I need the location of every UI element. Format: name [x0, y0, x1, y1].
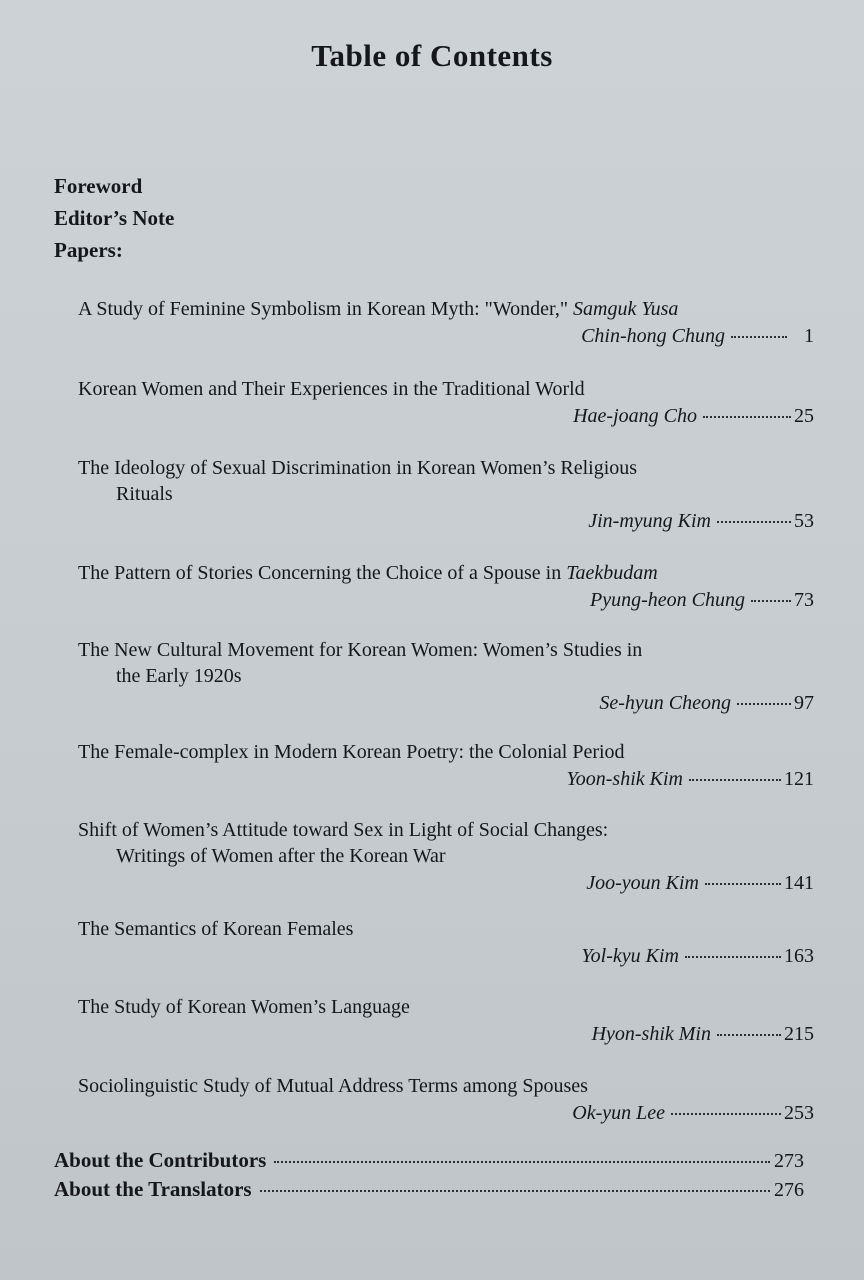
- entry-author-line: [78, 869, 814, 897]
- toc-entry: [78, 637, 814, 717]
- dot-leader: [274, 1161, 770, 1163]
- entry-title: A Study of Feminine Symbolism in Korean Myth: "Wonder," Samguk Yusa: [78, 298, 679, 320]
- entry-author-line: [78, 689, 814, 717]
- entry-page: 53: [794, 510, 814, 532]
- back-matter-translators: [54, 1177, 804, 1202]
- dot-leader: [703, 416, 791, 418]
- entry-page: 1: [804, 325, 814, 347]
- dot-leader: [717, 521, 791, 523]
- entry-page: 25: [794, 405, 814, 427]
- back-matter-label: About the Contributors: [54, 1148, 267, 1172]
- back-matter-contributors: [54, 1148, 804, 1173]
- entry-author: Joo-youn Kim: [586, 872, 699, 894]
- entry-title: The New Cultural Movement for Korean Women: Women’s Studies in the Early 1920s: [78, 639, 643, 687]
- entry-page: 97: [794, 692, 814, 714]
- entry-author: Hae-joang Cho: [573, 405, 697, 427]
- entry-title: The Pattern of Stories Concerning the Choice of a Spouse in Taekbudam: [78, 562, 658, 584]
- entry-page: 163: [784, 945, 814, 967]
- entry-page: 253: [784, 1102, 814, 1124]
- toc-entry: [78, 1073, 814, 1127]
- dot-leader: [685, 956, 781, 958]
- entry-author: Hyon-shik Min: [591, 1023, 711, 1045]
- entry-title: Korean Women and Their Experiences in the Traditional World: [78, 378, 585, 400]
- toc-entry: [78, 296, 814, 350]
- front-editors-note: Editor’s Note: [54, 206, 175, 230]
- front-papers-heading: Papers:: [54, 238, 123, 262]
- entry-author-line: [78, 402, 814, 430]
- toc-entry: [78, 817, 814, 897]
- dot-leader: [717, 1034, 781, 1036]
- entry-author: Se-hyun Cheong: [599, 692, 731, 714]
- entry-author-line: [78, 942, 814, 970]
- entry-title: Sociolinguistic Study of Mutual Address Terms among Spouses: [78, 1075, 588, 1097]
- entry-title: The Semantics of Korean Females: [78, 918, 354, 940]
- entry-page: 121: [784, 768, 814, 790]
- dot-leader: [731, 336, 787, 338]
- entry-author: Jin-myung Kim: [588, 510, 711, 532]
- toc-entry: [78, 560, 814, 614]
- entry-author: Yol-kyu Kim: [581, 945, 679, 967]
- entry-title: Shift of Women’s Attitude toward Sex in Light of Social Changes: Writings of Women after the Korean War: [78, 819, 609, 867]
- entry-author: Pyung-heon Chung: [590, 589, 745, 611]
- entry-author-line: [78, 586, 814, 614]
- dot-leader: [705, 883, 781, 885]
- toc-entry: [78, 739, 814, 793]
- toc-entry: [78, 994, 814, 1048]
- toc-entry: [78, 455, 814, 535]
- dot-leader: [751, 600, 791, 602]
- front-foreword: Foreword: [54, 174, 143, 198]
- back-matter-page: 276: [774, 1179, 804, 1201]
- entry-author: Yoon-shik Kim: [566, 768, 683, 790]
- entry-title: The Female-complex in Modern Korean Poetry: the Colonial Period: [78, 741, 625, 763]
- entry-author-line: [78, 322, 814, 350]
- entry-author: Ok-yun Lee: [572, 1102, 665, 1124]
- dot-leader: [260, 1190, 770, 1192]
- entry-page: 141: [784, 872, 814, 894]
- entry-author-line: [78, 507, 814, 535]
- entry-title: The Study of Korean Women’s Language: [78, 996, 410, 1018]
- back-matter-label: About the Translators: [54, 1177, 252, 1201]
- dot-leader: [671, 1113, 781, 1115]
- entry-author-line: [78, 765, 814, 793]
- toc-entry: [78, 916, 814, 970]
- entry-title: The Ideology of Sexual Discrimination in Korean Women’s Religious Rituals: [78, 457, 638, 505]
- entry-page: 215: [784, 1023, 814, 1045]
- back-matter-page: 273: [774, 1150, 804, 1172]
- dot-leader: [737, 703, 791, 705]
- entry-author-line: [78, 1020, 814, 1048]
- dot-leader: [689, 779, 781, 781]
- entry-author: Chin-hong Chung: [581, 325, 725, 347]
- toc-entry: [78, 376, 814, 430]
- page-title: Table of Contents: [311, 38, 553, 73]
- entry-page: 73: [794, 589, 814, 611]
- entry-author-line: [78, 1099, 814, 1127]
